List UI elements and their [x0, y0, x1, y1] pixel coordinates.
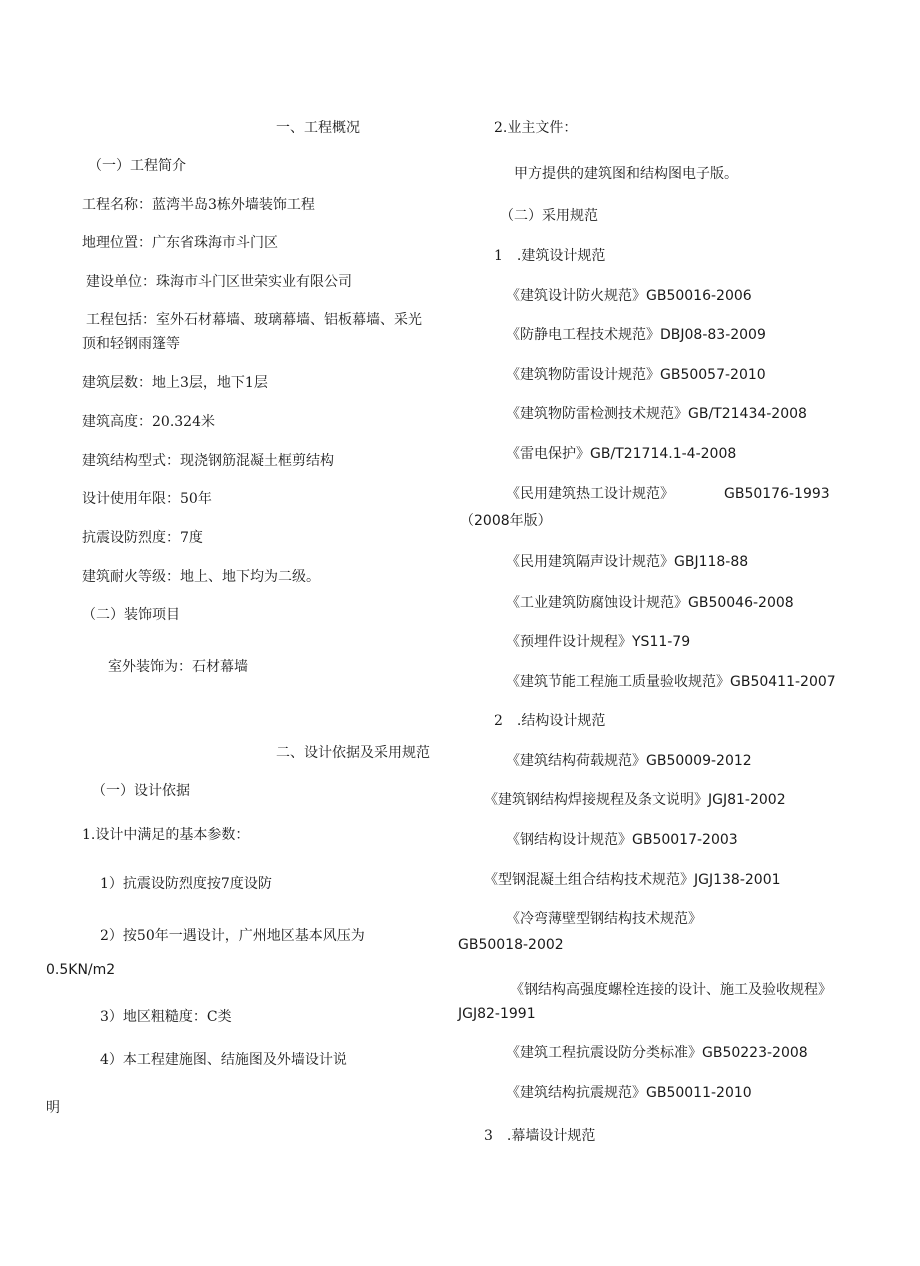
structural-standards-heading: 2 .结构设计规范 [494, 713, 606, 729]
standard-item: 《建筑设计防火规范》GB50016-2006 [506, 288, 752, 304]
parameter-4-line2: 明 [46, 1100, 60, 1116]
building-floors: 建筑层数：地上3层，地下1层 [82, 375, 268, 391]
standard-item-code: JGJ82-1991 [458, 1006, 536, 1022]
standard-item: 《建筑结构荷载规范》GB50009-2012 [506, 753, 752, 769]
parameter-4-line1: 4）本工程建施图、结施图及外墙设计说 [100, 1052, 347, 1068]
standard-item: 《建筑钢结构焊接规程及条文说明》JGJ81-2002 [484, 792, 786, 808]
thermal-standard-edition: （2008年版） [460, 513, 552, 529]
standard-item: 《型钢混凝土组合结构技术规范》JGJ138-2001 [484, 872, 781, 888]
standard-item: 《民用建筑隔声设计规范》GBJ118-88 [506, 554, 749, 570]
standard-item-name: 《冷弯薄壁型钢结构技术规范》 [506, 911, 702, 927]
thermal-standard-name: 《民用建筑热工设计规范》 [506, 486, 674, 502]
section-title-design-basis: 二、设计依据及采用规范 [276, 745, 430, 761]
project-location: 地理位置：广东省珠海市斗门区 [82, 235, 278, 251]
curtain-wall-standards-heading: 3 .幕墙设计规范 [484, 1128, 596, 1144]
parameter-2-line2: 0.5KN/m2 [46, 962, 116, 978]
subsection-standards: （二）采用规范 [500, 208, 598, 224]
owner-documents-desc: 甲方提供的建筑图和结构图电子版。 [514, 166, 738, 182]
project-scope-line1: 工程包括：室外石材幕墙、玻璃幕墙、铝板幕墙、采光 [86, 312, 422, 328]
standard-item-name: 《钢结构高强度螺栓连接的设计、施工及验收规程》 [510, 982, 832, 998]
standard-item: 《建筑节能工程施工质量验收规范》GB50411-2007 [506, 674, 836, 690]
subsection-design-basis: （一）设计依据 [92, 783, 190, 799]
standard-item-code: GB50018-2002 [458, 937, 564, 953]
thermal-standard-code: GB50176-1993 [724, 486, 830, 502]
standard-item: 《钢结构设计规范》GB50017-2003 [506, 832, 738, 848]
subsection-project-intro: （一）工程简介 [88, 158, 186, 174]
parameter-3: 3）地区粗糙度：C类 [100, 1009, 232, 1025]
standard-item: 《防静电工程技术规范》DBJ08-83-2009 [506, 327, 766, 343]
architectural-standards-heading: 1 .建筑设计规范 [494, 248, 606, 264]
subsection-decoration: （二）装饰项目 [82, 607, 180, 623]
structure-type: 建筑结构型式：现浇钢筋混凝土框剪结构 [82, 453, 334, 469]
standard-item: 《建筑工程抗震设防分类标准》GB50223-2008 [506, 1045, 808, 1061]
parameter-1: 1）抗震设防烈度按7度设防 [100, 876, 272, 892]
project-name: 工程名称：蓝湾半岛3栋外墙装饰工程 [82, 197, 315, 213]
standard-item: 《工业建筑防腐蚀设计规范》GB50046-2008 [506, 595, 794, 611]
project-scope-line2: 顶和轻钢雨篷等 [82, 336, 180, 352]
design-service-life: 设计使用年限：50年 [82, 491, 212, 507]
standard-item: 《建筑物防雷检测技术规范》GB/T21434-2008 [506, 406, 807, 422]
standard-item: 《建筑结构抗震规范》GB50011-2010 [506, 1085, 752, 1101]
construction-unit: 建设单位：珠海市斗门区世荣实业有限公司 [86, 274, 352, 290]
standard-item: 《建筑物防雷设计规范》GB50057-2010 [506, 367, 766, 383]
standard-item: 《雷电保护》GB/T21714.1-4-2008 [506, 446, 737, 462]
owner-documents-heading: 2.业主文件： [494, 120, 578, 136]
building-height: 建筑高度：20.324米 [82, 414, 215, 430]
parameter-2-line1: 2）按50年一遇设计，广州地区基本风压为 [100, 928, 365, 944]
decoration-item: 室外装饰为：石材幕墙 [108, 659, 248, 675]
fire-rating: 建筑耐火等级：地上、地下均为二级。 [82, 569, 320, 585]
section-title-overview: 一、工程概况 [276, 120, 360, 136]
basic-parameters-heading: 1.设计中满足的基本参数： [82, 827, 250, 843]
seismic-intensity: 抗震设防烈度：7度 [82, 530, 203, 546]
standard-item: 《预埋件设计规程》YS11-79 [506, 634, 691, 650]
